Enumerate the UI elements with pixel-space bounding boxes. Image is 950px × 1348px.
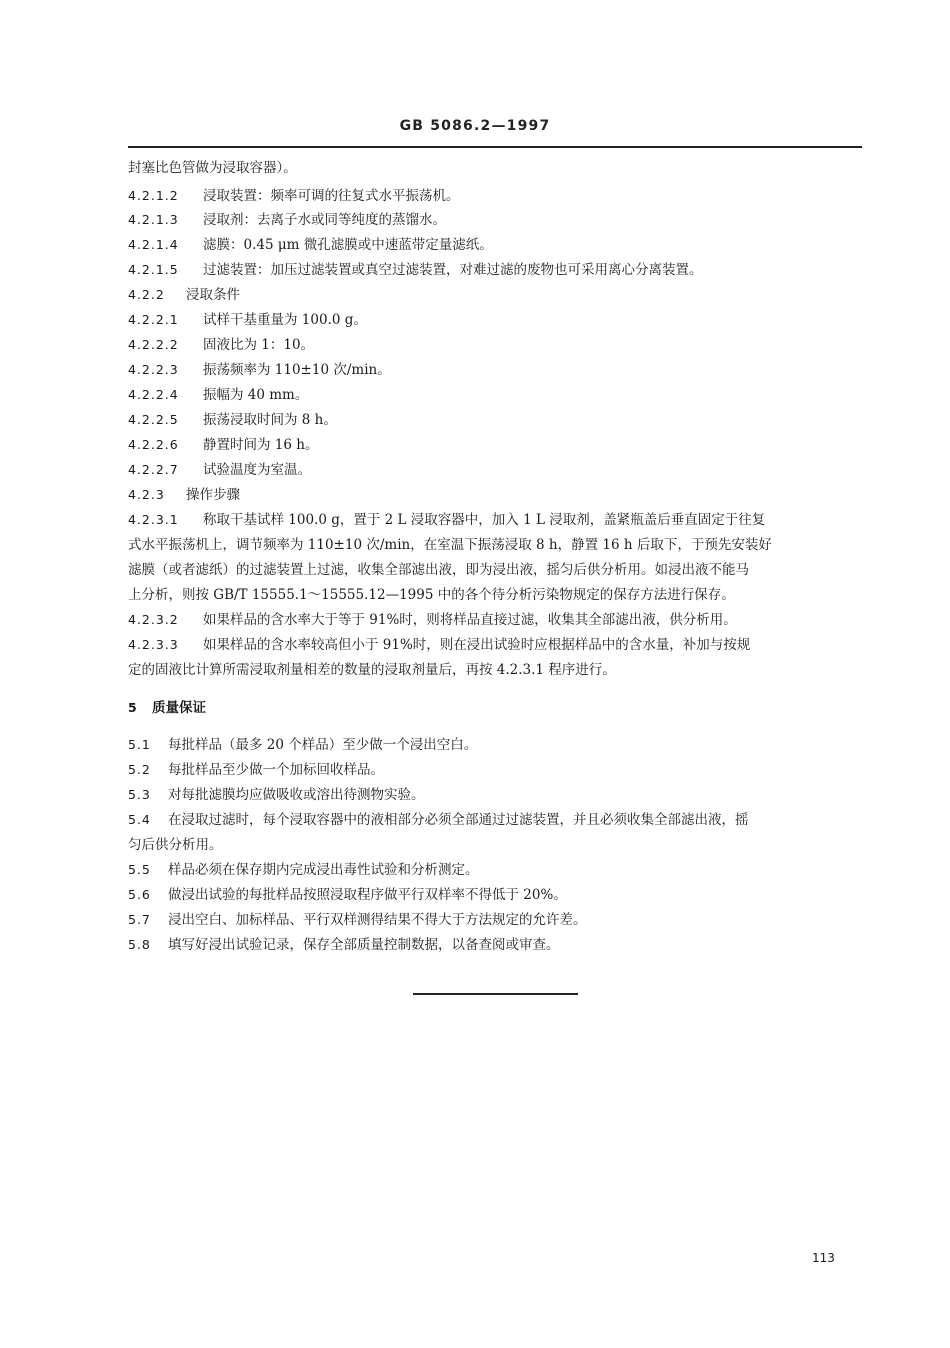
- clause-line: 5.4 在浸取过滤时，每个浸取容器中的液相部分必须全部通过过滤装置，并且必须收集全部滤出液，摇: [128, 812, 749, 828]
- clause-line: 4.2.1.4 滤膜：0.45 μm 微孔滤膜或中速蓝带定量滤纸。: [128, 237, 493, 253]
- text-line: 定的固液比计算所需浸取剂量相差的数量的浸取剂量后，再按 4.2.3.1 程序进行。: [128, 662, 616, 678]
- clause-line: 4.2.3.2 如果样品的含水率大于等于 91%时，则将样品直接过滤，收集其全部滤出液，供分析用。: [128, 612, 737, 628]
- section-title: 5 质量保证: [128, 700, 206, 716]
- clause-heading: 4.2.3 操作步骤: [128, 487, 240, 503]
- clause-line: 4.2.2.7 试验温度为室温。: [128, 462, 311, 478]
- text-line: 封塞比色管做为浸取容器）。: [128, 160, 297, 176]
- clause-line: 5.6 做浸出试验的每批样品按照浸取程序做平行双样率不得低于 20%。: [128, 887, 567, 903]
- text-line: 上分析，则按 GB/T 15555.1～15555.12—1995 中的各个待分析污染物规定的保存方法进行保存。: [128, 587, 735, 603]
- document-header: GB 5086.2—1997: [399, 118, 551, 134]
- clause-line: 4.2.1.3 浸取剂：去离子水或同等纯度的蒸馏水。: [128, 212, 446, 228]
- clause-line: 4.2.1.2 浸取装置：频率可调的往复式水平振荡机。: [128, 188, 460, 204]
- clause-heading: 4.2.2 浸取条件: [128, 287, 240, 303]
- clause-line: 5.8 填写好浸出试验记录，保存全部质量控制数据，以备查阅或审查。: [128, 937, 560, 953]
- end-rule: [413, 993, 578, 995]
- clause-line: 4.2.3.3 如果样品的含水率较高但小于 91%时，则在浸出试验时应根据样品中的含水量，补加与按规: [128, 637, 751, 653]
- clause-line: 4.2.2.1 试样干基重量为 100.0 g。: [128, 312, 367, 328]
- header-rule: [128, 146, 862, 148]
- clause-line: 4.2.2.3 振荡频率为 110±10 次/min。: [128, 362, 391, 378]
- clause-line: 4.2.2.5 振荡浸取时间为 8 h。: [128, 412, 337, 428]
- page-number: 113: [812, 1251, 835, 1265]
- clause-line: 5.2 每批样品至少做一个加标回收样品。: [128, 762, 384, 778]
- clause-line: 5.3 对每批滤膜均应做吸收或溶出待测物实验。: [128, 787, 425, 803]
- text-line: 匀后供分析用。: [128, 837, 223, 853]
- text-line: 滤膜（或者滤纸）的过滤装置上过滤，收集全部滤出液，即为浸出液，摇匀后供分析用。如浸出液不能马: [128, 562, 749, 578]
- text-line: 式水平振荡机上，调节频率为 110±10 次/min，在室温下振荡浸取 8 h，静置 16 h 后取下，于预先安装好: [128, 537, 772, 553]
- clause-line: 4.2.1.5 过滤装置：加压过滤装置或真空过滤装置，对难过滤的废物也可采用离心分离装置。: [128, 262, 703, 278]
- clause-line: 4.2.3.1 称取干基试样 100.0 g，置于 2 L 浸取容器中，加入 1 L 浸取剂，盖紧瓶盖后垂直固定于往复: [128, 512, 766, 528]
- clause-line: 4.2.2.2 固液比为 1：10。: [128, 337, 315, 353]
- clause-line: 5.7 浸出空白、加标样品、平行双样测得结果不得大于方法规定的允许差。: [128, 912, 587, 928]
- clause-line: 4.2.2.6 静置时间为 16 h。: [128, 437, 319, 453]
- clause-line: 5.1 每批样品（最多 20 个样品）至少做一个浸出空白。: [128, 737, 478, 753]
- clause-line: 4.2.2.4 振幅为 40 mm。: [128, 387, 309, 403]
- clause-line: 5.5 样品必须在保存期内完成浸出毒性试验和分析测定。: [128, 862, 479, 878]
